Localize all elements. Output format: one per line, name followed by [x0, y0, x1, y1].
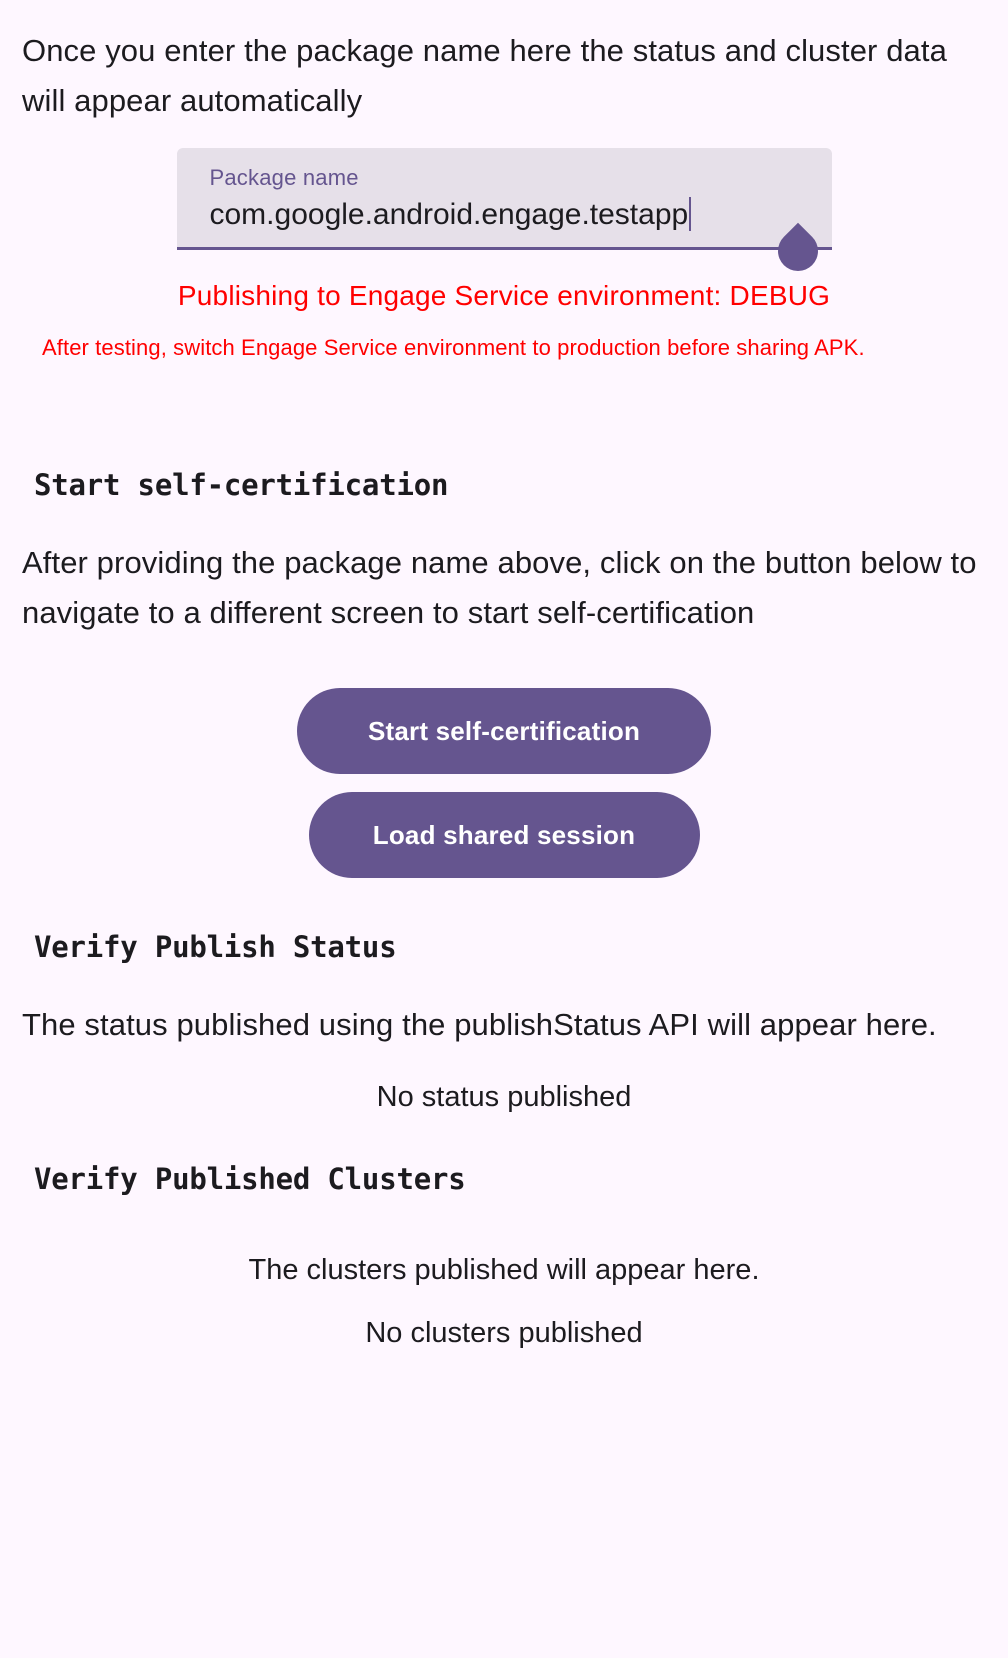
published-clusters-empty-state: No clusters published — [365, 1316, 643, 1349]
package-name-label: Package name — [209, 165, 359, 191]
start-self-certification-button[interactable]: Start self-certification — [297, 688, 711, 774]
start-self-certification-row — [22, 638, 986, 774]
environment-warning: Publishing to Engage Service environment: DEBUG — [177, 279, 831, 311]
package-name-value[interactable]: com.google.android.engage.testapp — [209, 198, 689, 232]
section-title-verify-publish-status: Verify Publish Status — [34, 930, 397, 965]
text-caret — [689, 197, 691, 231]
intro-text: Once you enter the package name here the status and cluster data will appear automatically — [22, 33, 947, 119]
package-name-field-container — [22, 148, 986, 249]
section-title-self-certification: Start self-certification — [34, 467, 449, 502]
self-certification-description: After providing the package name above, click on the button below to navigate to a different screen to start self-certification — [22, 544, 977, 631]
load-shared-session-button[interactable]: Load shared session — [309, 792, 700, 878]
section-title-verify-published-clusters: Verify Published Clusters — [34, 1161, 466, 1196]
publish-status-empty-state: No status published — [376, 1080, 632, 1113]
published-clusters-description: The clusters published will appear here. — [248, 1253, 760, 1286]
package-name-value-row — [210, 193, 832, 237]
environment-warning-detail: After testing, switch Engage Service environment to production before sharing APK. — [42, 334, 865, 360]
package-name-input[interactable] — [177, 148, 832, 249]
load-shared-session-row — [22, 774, 986, 878]
publish-status-description: The status published using the publishStatus API will appear here. — [22, 1007, 937, 1043]
